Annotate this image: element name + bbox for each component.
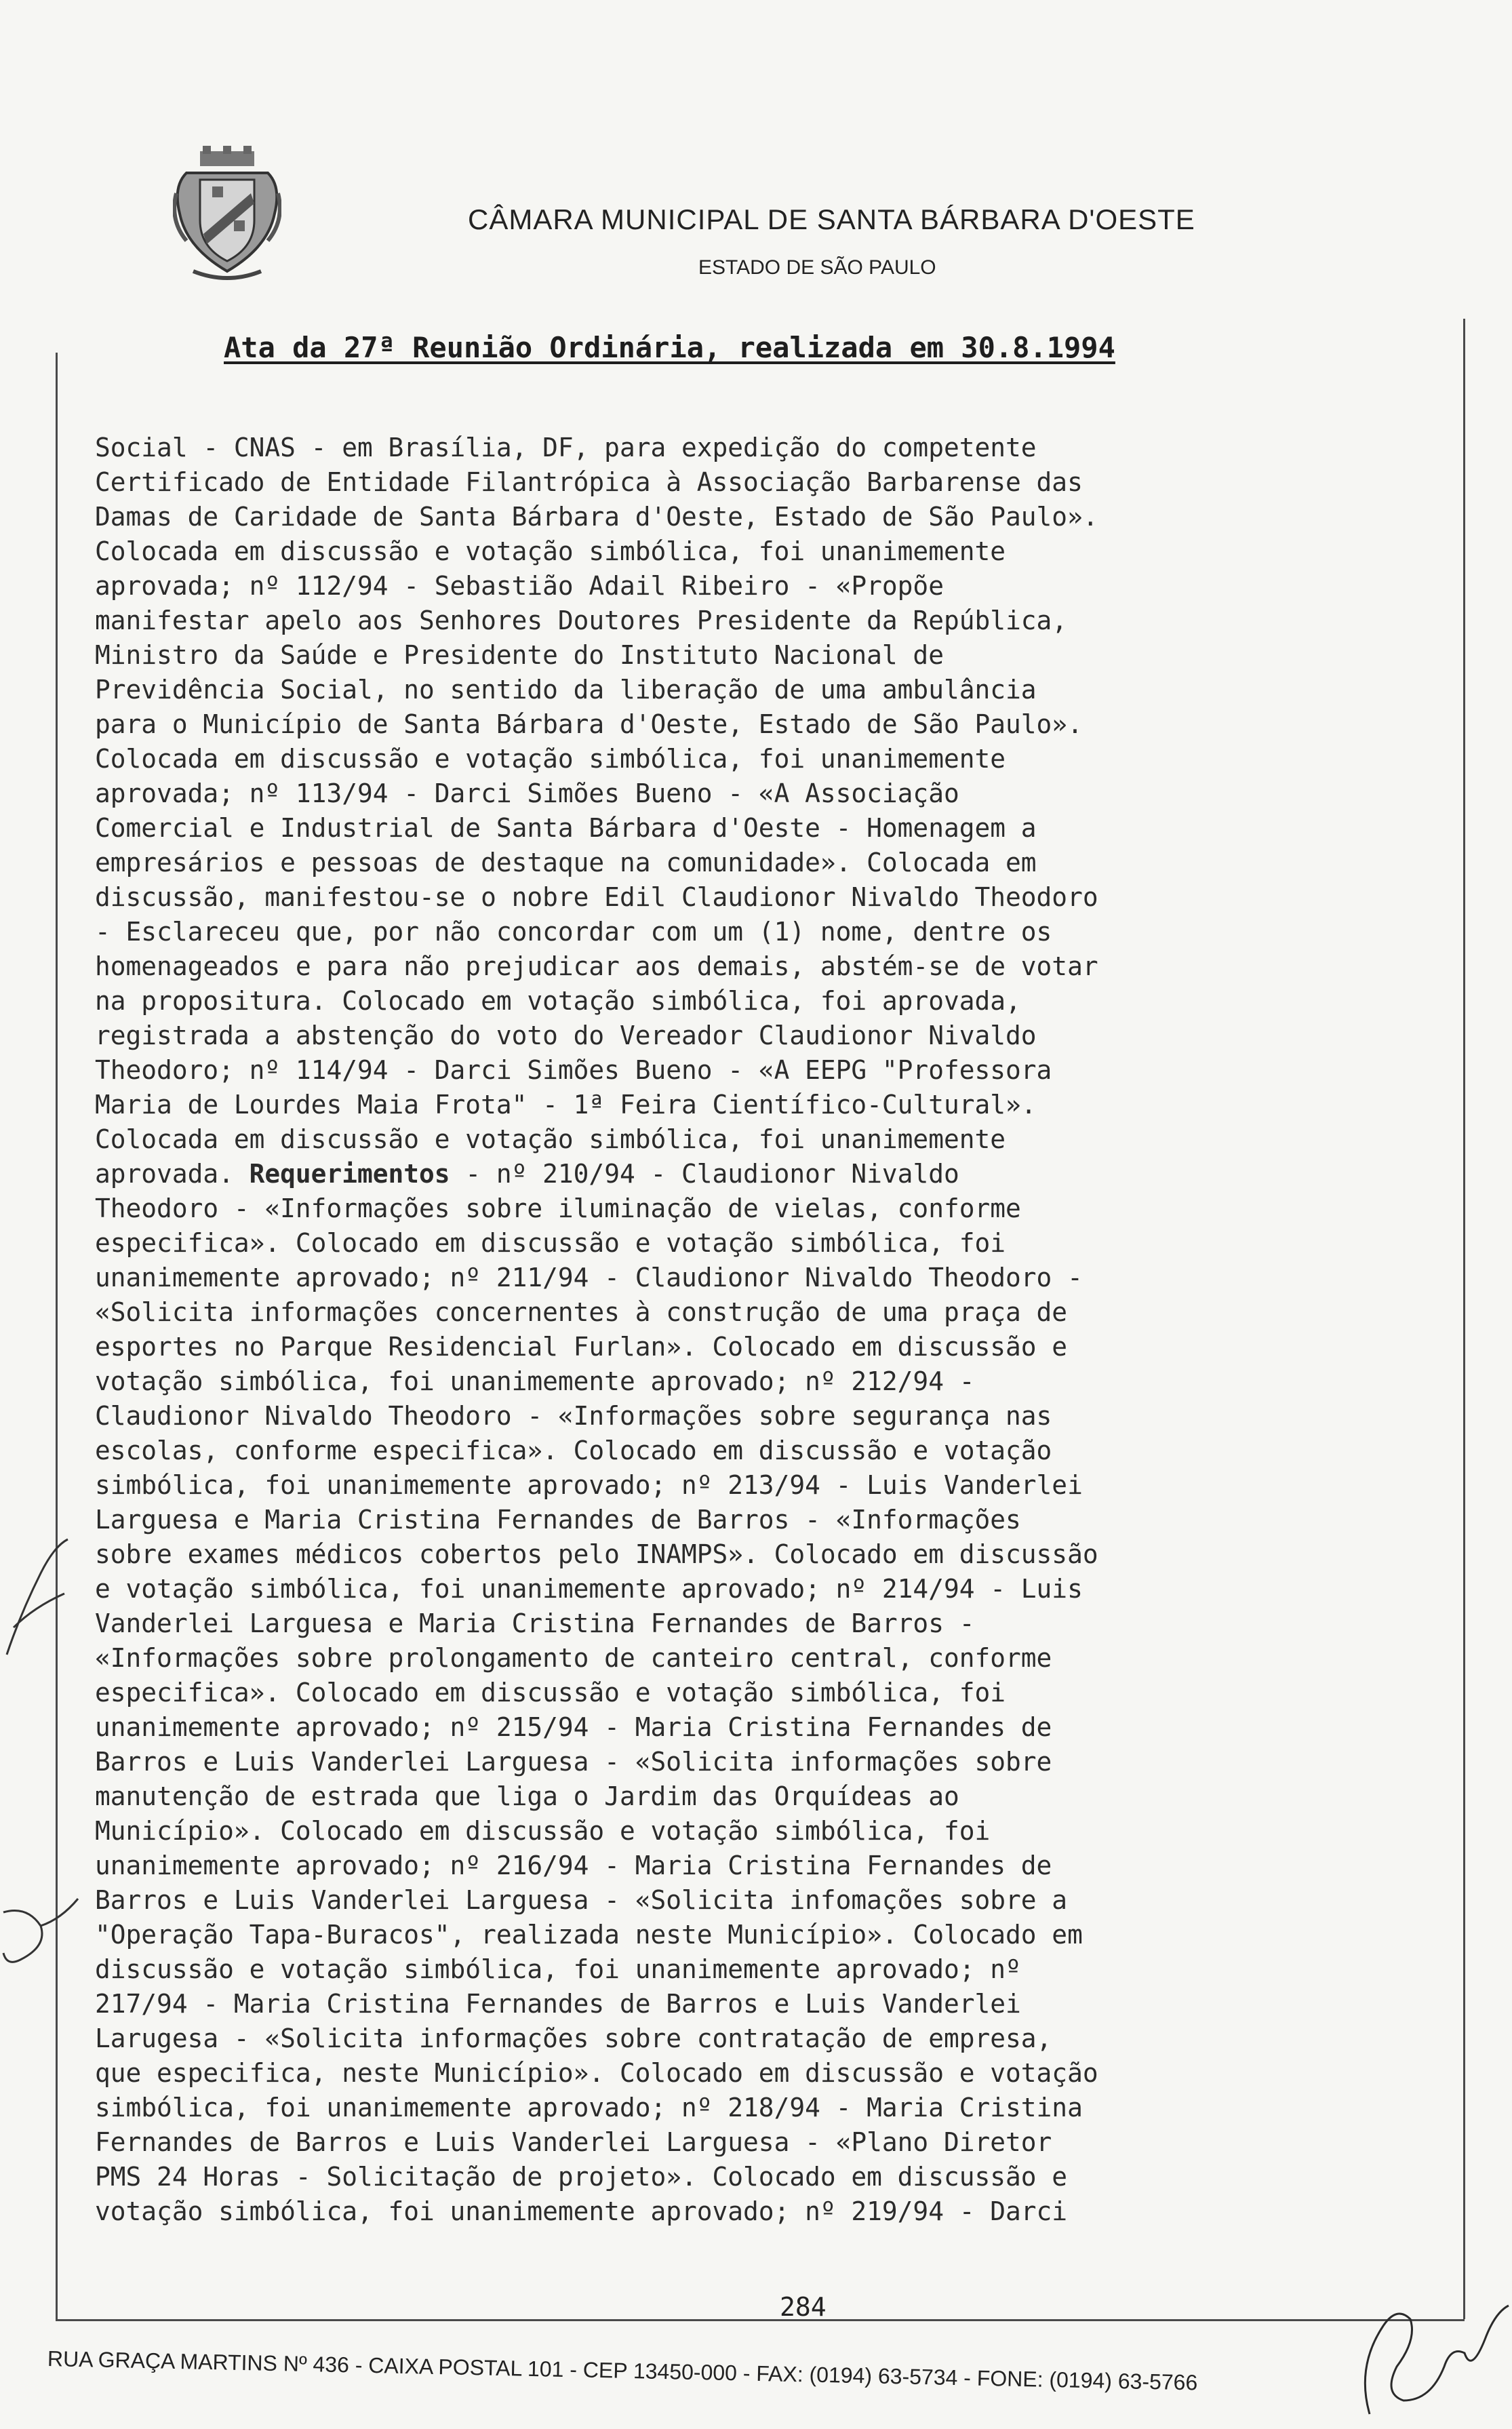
municipal-coat-of-arms-icon <box>173 146 281 281</box>
body-line: discussão e votação simbólica, foi unanimemente aprovado; nº <box>95 1954 1021 1984</box>
body-line: registrada a abstenção do voto do Vereador Claudionor Nivaldo <box>95 1021 1037 1050</box>
body-line: unanimemente aprovado; nº 216/94 - Maria Cristina Fernandes de <box>95 1851 1052 1880</box>
page-number: 284 <box>780 2292 827 2322</box>
footer-signature-mark <box>1342 2285 1512 2421</box>
body-line: Vanderlei Larguesa e Maria Cristina Fernandes de Barros - <box>95 1608 975 1638</box>
body-line: sobre exames médicos cobertos pelo INAMPS». Colocado em discussão <box>95 1539 1098 1569</box>
body-line: que especifica, neste Município». Colocado em discussão e votação <box>95 2058 1098 2088</box>
body-line: Ministro da Saúde e Presidente do Instituto Nacional de <box>95 640 944 670</box>
body-line: aprovada. Requerimentos - nº 210/94 - Claudionor Nivaldo <box>95 1159 959 1189</box>
body-line: Theodoro - «Informações sobre iluminação de vielas, conforme <box>95 1193 1021 1223</box>
body-line: PMS 24 Horas - Solicitação de projeto». Colocado em discussão e <box>95 2162 1068 2192</box>
body-line: Barros e Luis Vanderlei Larguesa - «Solicita infomações sobre a <box>95 1885 1068 1915</box>
margin-signature-mark-lower <box>0 1885 81 1994</box>
body-line: aprovada; nº 113/94 - Darci Simões Bueno - «A Associação <box>95 778 959 808</box>
body-line: escolas, conforme especifica». Colocado em discussão e votação <box>95 1436 1052 1465</box>
body-line: Theodoro; nº 114/94 - Darci Simões Bueno - «A EEPG "Professora <box>95 1055 1052 1085</box>
body-line: e votação simbólica, foi unanimemente aprovado; nº 214/94 - Luis <box>95 1574 1083 1604</box>
body-line: Barros e Luis Vanderlei Larguesa - «Solicita informações sobre <box>95 1747 1052 1777</box>
body-line: simbólica, foi unanimemente aprovado; nº 218/94 - Maria Cristina <box>95 2093 1083 2122</box>
body-line: «Informações sobre prolongamento de canteiro central, conforme <box>95 1643 1052 1673</box>
body-line: unanimemente aprovado; nº 215/94 - Maria Cristina Fernandes de <box>95 1712 1052 1742</box>
body-line: Damas de Caridade de Santa Bárbara d'Oeste, Estado de São Paulo». <box>95 502 1098 532</box>
body-line: votação simbólica, foi unanimemente aprovado; nº 212/94 - <box>95 1366 975 1396</box>
institution-subtitle: ESTADO DE SÃO PAULO <box>698 256 936 279</box>
body-line: para o Município de Santa Bárbara d'Oeste, Estado de São Paulo». <box>95 709 1083 739</box>
body-line: especifica». Colocado em discussão e votação simbólica, foi <box>95 1678 1006 1707</box>
footer-address: RUA GRAÇA MARTINS Nº 436 - CAIXA POSTAL 101 - CEP 13450-000 - FAX: (0194) 63-5734 - FONE: (0194) 63-5766 <box>47 2346 1198 2395</box>
minutes-body-text <box>95 431 1444 2229</box>
body-line: esportes no Parque Residencial Furlan». Colocado em discussão e <box>95 1332 1068 1362</box>
body-line: discussão, manifestou-se o nobre Edil Claudionor Nivaldo Theodoro <box>95 882 1098 912</box>
body-line: Previdência Social, no sentido da liberação de uma ambulância <box>95 675 1037 705</box>
body-line: Claudionor Nivaldo Theodoro - «Informações sobre segurança nas <box>95 1401 1052 1431</box>
body-line: na propositura. Colocado em votação simbólica, foi aprovada, <box>95 986 1021 1016</box>
body-line: "Operação Tapa-Buracos", realizada neste Município». Colocado em <box>95 1920 1083 1950</box>
body-line: especifica». Colocado em discussão e votação simbólica, foi <box>95 1228 1006 1258</box>
body-line: 217/94 - Maria Cristina Fernandes de Barros e Luis Vanderlei <box>95 1989 1021 2019</box>
body-line: simbólica, foi unanimemente aprovado; nº 213/94 - Luis Vanderlei <box>95 1470 1083 1500</box>
body-line: Colocada em discussão e votação simbólica, foi unanimemente <box>95 536 1006 566</box>
right-margin-rule <box>1463 319 1465 2319</box>
body-line: Fernandes de Barros e Luis Vanderlei Larguesa - «Plano Diretor <box>95 2127 1052 2157</box>
body-line: unanimemente aprovado; nº 211/94 - Claudionor Nivaldo Theodoro - <box>95 1263 1083 1292</box>
body-line: manifestar apelo aos Senhores Doutores Presidente da República, <box>95 606 1068 635</box>
institution-title: CÂMARA MUNICIPAL DE SANTA BÁRBARA D'OESTE <box>468 203 1195 235</box>
body-line: manutenção de estrada que liga o Jardim das Orquídeas ao <box>95 1781 959 1811</box>
body-line: Município». Colocado em discussão e votação simbólica, foi <box>95 1816 991 1846</box>
body-line: homenageados e para não prejudicar aos demais, abstém-se de votar <box>95 951 1098 981</box>
body-line: votação simbólica, foi unanimemente aprovado; nº 219/94 - Darci <box>95 2196 1068 2226</box>
body-line: Maria de Lourdes Maia Frota" - 1ª Feira Científico-Cultural». <box>95 1090 1037 1120</box>
body-line: aprovada; nº 112/94 - Sebastião Adail Ribeiro - «Propõe <box>95 571 944 601</box>
document-title: Ata da 27ª Reunião Ordinária, realizada em 30.8.1994 <box>224 331 1115 364</box>
body-line: Larguesa e Maria Cristina Fernandes de Barros - «Informações <box>95 1505 1021 1535</box>
margin-signature-mark-upper <box>0 1533 75 1668</box>
body-line: empresários e pessoas de destaque na comunidade». Colocada em <box>95 848 1037 877</box>
body-line: Colocada em discussão e votação simbólica, foi unanimemente <box>95 1124 1006 1154</box>
body-line: - Esclareceu que, por não concordar com um (1) nome, dentre os <box>95 917 1052 947</box>
left-margin-rule <box>56 353 58 2319</box>
body-line: Comercial e Industrial de Santa Bárbara d'Oeste - Homenagem a <box>95 813 1037 843</box>
body-line: Social - CNAS - em Brasília, DF, para expedição do competente <box>95 433 1037 462</box>
body-line: Larugesa - «Solicita informações sobre contratação de empresa, <box>95 2023 1052 2053</box>
bottom-rule <box>56 2319 1465 2321</box>
body-line: Certificado de Entidade Filantrópica à Associação Barbarense das <box>95 467 1083 497</box>
body-line: Colocada em discussão e votação simbólica, foi unanimemente <box>95 744 1006 774</box>
body-line: «Solicita informações concernentes à construção de uma praça de <box>95 1297 1068 1327</box>
